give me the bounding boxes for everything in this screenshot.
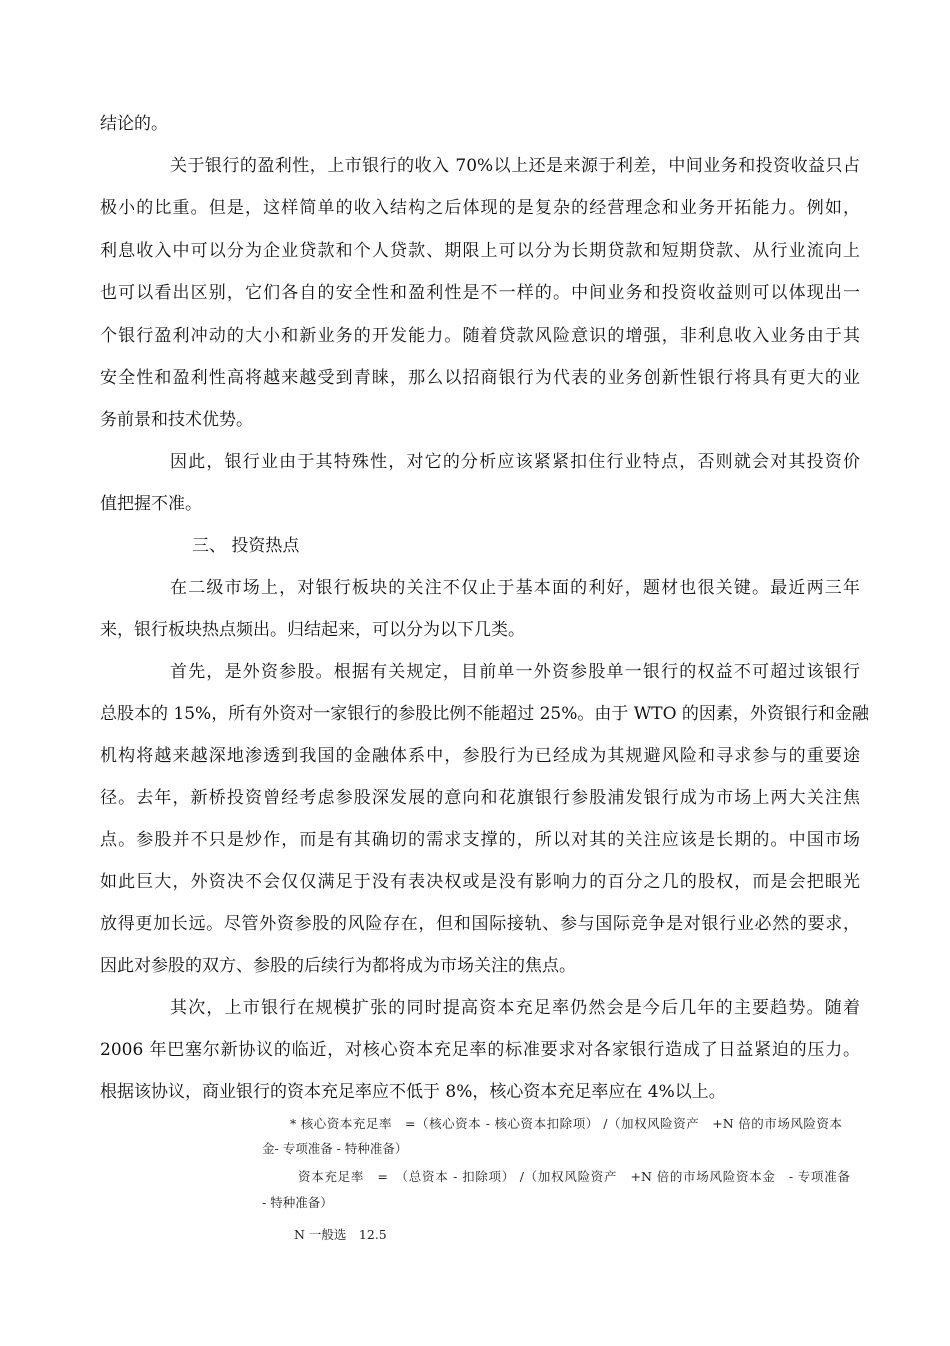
text-line: 个银行盈利冲动的大小和新业务的开发能力。随着贷款风险意识的增强，非利息收入业务由于其 bbox=[100, 326, 860, 346]
text-line: 也可以看出区别，它们各自的安全性和盈利性是不一样的。中间业务和投资收益则可以体现出一 bbox=[100, 283, 860, 303]
text-line: 结论的。 bbox=[100, 114, 168, 134]
text-line: 值把握不准。 bbox=[100, 494, 202, 514]
text-line: 因此对参股的双方、参股的后续行为都将成为市场关注的焦点。 bbox=[100, 956, 576, 976]
formula-note-line: - 特种准备） bbox=[262, 1195, 333, 1210]
text-line: 如此巨大，外资决不会仅仅满足于没有表决权或是没有影响力的百分之几的股权，而是会把眼光 bbox=[100, 872, 860, 892]
paragraph-first-line: 因此，银行业由于其特殊性，对它的分析应该紧紧扣住行业特点，否则就会对其投资价 bbox=[170, 452, 860, 472]
paragraph-first-line: 在二级市场上，对银行板块的关注不仅止于基本面的利好，题材也很关键。最近两三年 bbox=[170, 578, 860, 598]
formula-note-line: 资本充足率 = （总资本 - 扣除项） /（加权风险资产 +N 倍的市场风险资本金 - 专项准备 bbox=[298, 1169, 850, 1184]
text-line: 极小的比重。但是，这样简单的收入结构之后体现的是复杂的经营理念和业务开拓能力。例如， bbox=[100, 198, 860, 218]
text-line: 径。去年，新桥投资曾经考虑参股深发展的意向和花旗银行参股浦发银行成为市场上两大关注焦 bbox=[100, 788, 860, 808]
paragraph-first-line: 关于银行的盈利性，上市银行的收入 70%以上还是来源于利差，中间业务和投资收益只占 bbox=[170, 156, 860, 176]
text-line: 放得更加长远。尽管外资参股的风险存在，但和国际接轨、参与国际竞争是对银行业必然的要求， bbox=[100, 914, 860, 934]
section-heading: 三、 投资热点 bbox=[192, 536, 300, 556]
paragraph-first-line: 首先，是外资参股。根据有关规定，目前单一外资参股单一银行的权益不可超过该银行 bbox=[170, 662, 860, 682]
paragraph-first-line: 其次，上市银行在规模扩张的同时提高资本充足率仍然会是今后几年的主要趋势。随着 bbox=[170, 998, 860, 1018]
text-line: 点。参股并不只是炒作，而是有其确切的需求支撑的，所以对其的关注应该是长期的。中国市场 bbox=[100, 830, 860, 850]
text-line: 2006 年巴塞尔新协议的临近，对核心资本充足率的标准要求对各家银行造成了日益紧迫的压力。 bbox=[100, 1040, 860, 1060]
text-line: 总股本的 15%，所有外资对一家银行的参股比例不能超过 25%。由于 WTO 的因素，外资银行和金融 bbox=[100, 704, 869, 724]
text-line: 来，银行板块热点频出。归结起来，可以分为以下几类。 bbox=[100, 620, 525, 640]
text-line: 安全性和盈利性高将越来越受到青睐，那么以招商银行为代表的业务创新性银行将具有更大的业 bbox=[100, 368, 860, 388]
text-line: 根据该协议，商业银行的资本充足率应不低于 8%，核心资本充足率应在 4%以上。 bbox=[100, 1082, 726, 1102]
formula-note-line: * 核心资本充足率 =（核心资本 - 核心资本扣除项） /（加权风险资产 +N 倍的市场风险资本 bbox=[290, 1116, 842, 1131]
text-line: 利息收入中可以分为企业贷款和个人贷款、期限上可以分为长期贷款和短期贷款、从行业流向上 bbox=[100, 241, 860, 261]
formula-note-line: N 一般选 12.5 bbox=[294, 1227, 387, 1242]
formula-note-line: 金- 专项准备 - 特种准备） bbox=[262, 1141, 408, 1156]
text-line: 机构将越来越深地渗透到我国的金融体系中，参股行为已经成为其规避风险和寻求参与的重要途 bbox=[100, 746, 860, 766]
text-line: 务前景和技术优势。 bbox=[100, 410, 253, 430]
